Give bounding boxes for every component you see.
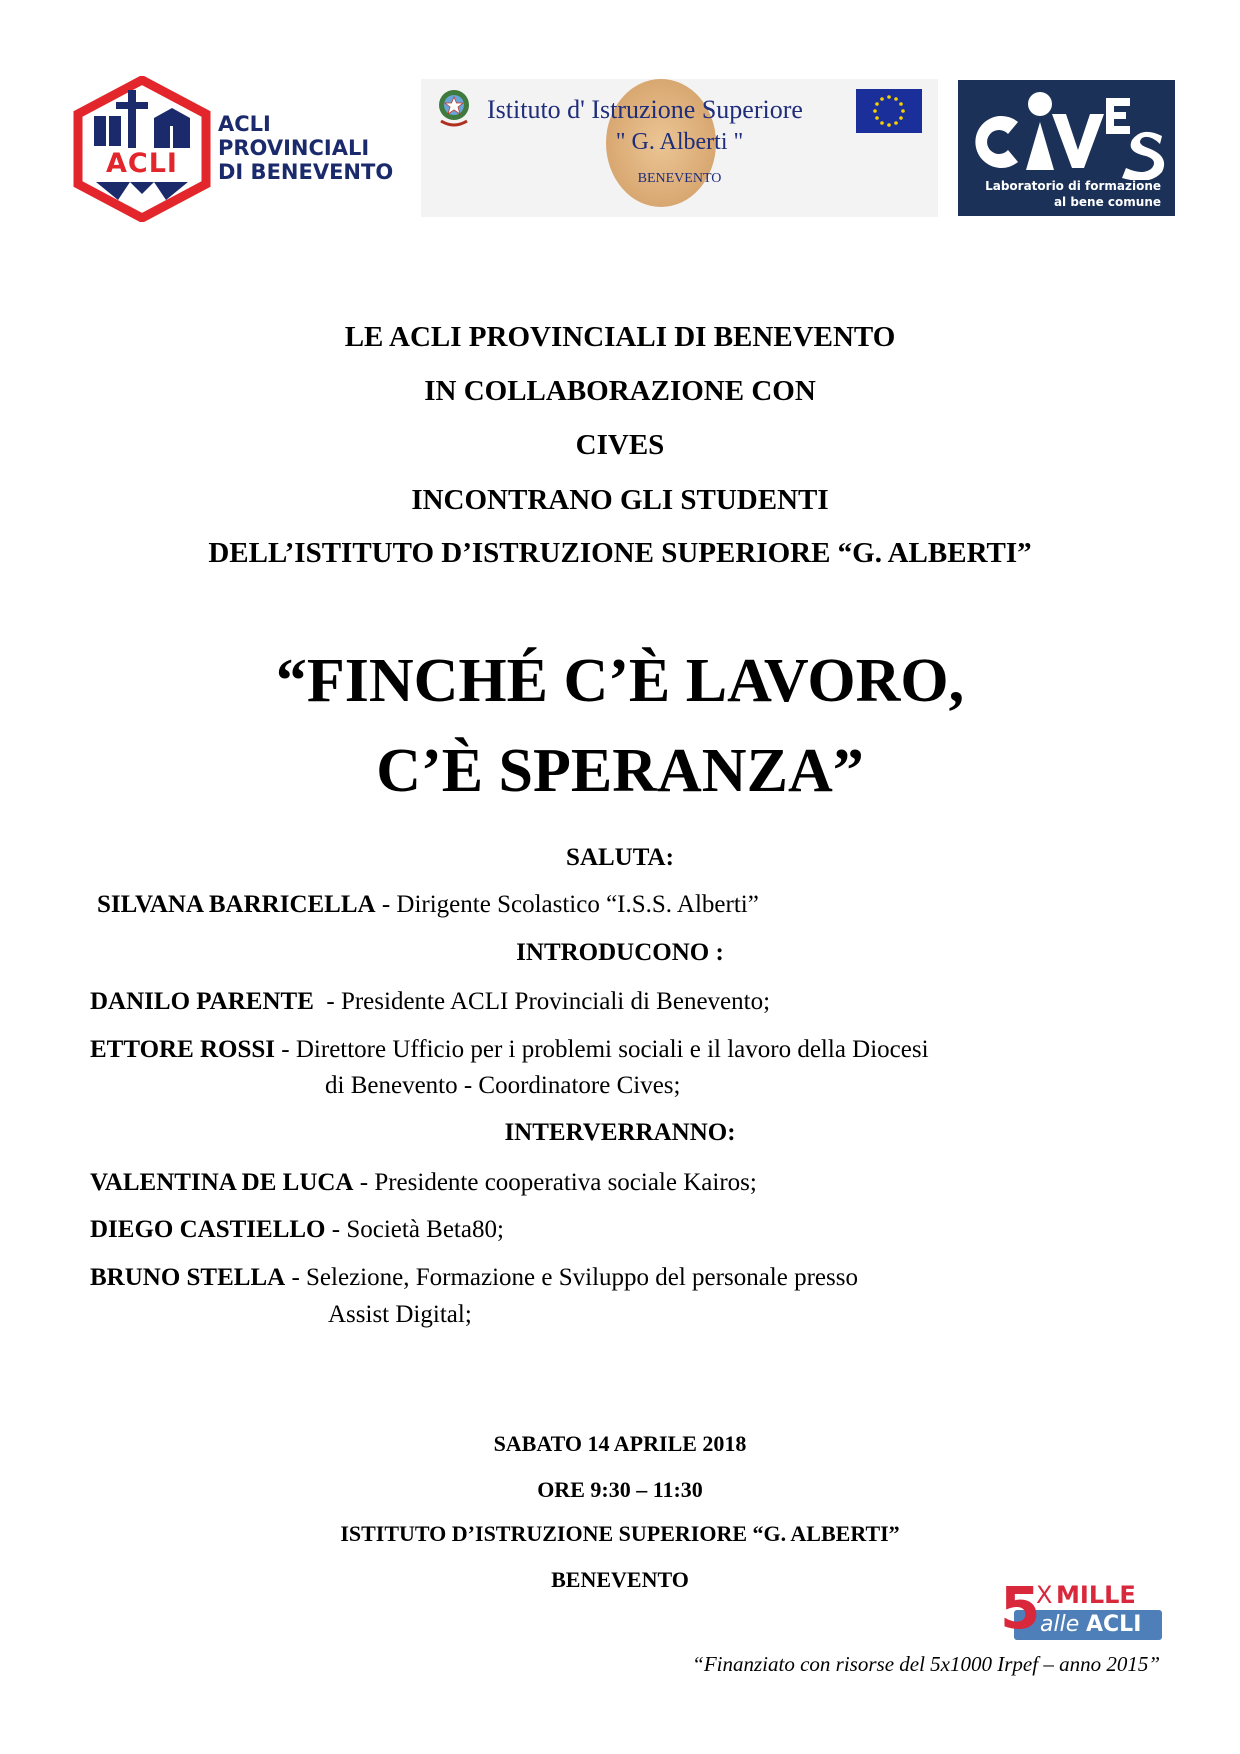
acli-badge-text: ACLI — [106, 148, 178, 179]
speaker-name: BRUNO STELLA — [90, 1264, 286, 1291]
speaker-name: ETTORE ROSSI — [90, 1036, 276, 1063]
istituto-city: BENEVENTO — [637, 171, 722, 186]
speaker-role: - Presidente ACLI Provinciali di Benevento; — [313, 988, 771, 1015]
speaker-role: - Presidente cooperativa sociale Kairos; — [353, 1169, 757, 1196]
istituto-alberti: " G. Alberti " — [615, 129, 744, 155]
speaker-role-continuation: Assist Digital; — [328, 1301, 472, 1328]
event-date: SABATO 14 APRILE 2018 — [493, 1431, 747, 1456]
event-venue: ISTITUTO D’ISTRUZIONE SUPERIORE “G. ALBERTI” — [340, 1521, 900, 1546]
cives-wordmark-icon — [966, 84, 1166, 180]
mille-word: MILLE — [1056, 1581, 1136, 1609]
event-title-line-2: C’È SPERANZA” — [376, 737, 864, 805]
speaker-row — [90, 1263, 858, 1293]
header-line-2: IN COLLABORAZIONE CON — [424, 375, 816, 407]
cives-subtitle-line-1: Laboratorio di formazione — [985, 179, 1161, 193]
eu-flag-icon — [856, 89, 922, 133]
acli-logo-text — [218, 112, 393, 184]
speaker-role: - Società Beta80; — [325, 1216, 504, 1243]
speaker-name: DANILO PARENTE — [90, 988, 314, 1015]
speaker-role: - Dirigente Scolastico “I.S.S. Alberti” — [375, 891, 759, 918]
event-city: BENEVENTO — [551, 1567, 689, 1592]
speaker-role-continuation: di Benevento - Coordinatore Cives; — [325, 1072, 681, 1099]
header-line-1: LE ACLI PROVINCIALI DI BENEVENTO — [344, 321, 896, 353]
event-title-line-1: “FINCHÉ C’È LAVORO, — [275, 647, 965, 715]
funding-footnote: “Finanziato con risorse del 5x1000 Irpef – anno 2015” — [692, 1652, 1160, 1676]
istituto-logo — [421, 79, 938, 217]
introducono-heading: INTRODUCONO : — [516, 939, 724, 966]
istituto-name: Istituto d' Istruzione Superiore — [487, 95, 803, 124]
header-line-5: DELL’ISTITUTO D’ISTRUZIONE SUPERIORE “G. ALBERTI” — [208, 537, 1032, 569]
cinque-per-mille-logo — [1000, 1574, 1170, 1644]
speaker-name: VALENTINA DE LUCA — [90, 1169, 354, 1196]
alle-word: alle — [1040, 1612, 1080, 1637]
speaker-name: SILVANA BARRICELLA — [97, 891, 376, 918]
header-line-3: CIVES — [575, 429, 665, 461]
speaker-role: - Direttore Ufficio per i problemi sociali e il lavoro della Diocesi — [275, 1036, 929, 1063]
acli-word: ACLI — [1086, 1612, 1142, 1637]
speaker-row — [90, 1215, 504, 1245]
speaker-name: DIEGO CASTIELLO — [90, 1216, 326, 1243]
event-time: ORE 9:30 – 11:30 — [537, 1477, 703, 1502]
acli-line-2: PROVINCIALI — [218, 136, 370, 160]
speaker-row — [90, 1168, 757, 1198]
interverranno-heading: INTERVERRANNO: — [504, 1119, 736, 1146]
cives-subtitle-line-2: al bene comune — [1053, 195, 1161, 209]
cives-subtitle — [985, 178, 1161, 210]
x-letter: X — [1036, 1581, 1053, 1609]
cives-logo — [958, 80, 1175, 216]
speaker-role: - Selezione, Formazione e Sviluppo del personale presso — [285, 1264, 858, 1291]
speaker-row — [90, 1035, 929, 1065]
acli-line-1: ACLI — [218, 112, 271, 136]
five-digit: 5 — [1000, 1574, 1041, 1642]
italian-emblem-icon — [435, 87, 473, 129]
acli-logo — [72, 76, 212, 222]
speaker-row — [90, 987, 770, 1017]
saluta-heading: SALUTA: — [566, 844, 674, 871]
header-line-4: INCONTRANO GLI STUDENTI — [411, 484, 829, 516]
acli-line-3: DI BENEVENTO — [218, 160, 394, 184]
speaker-row — [97, 890, 759, 920]
